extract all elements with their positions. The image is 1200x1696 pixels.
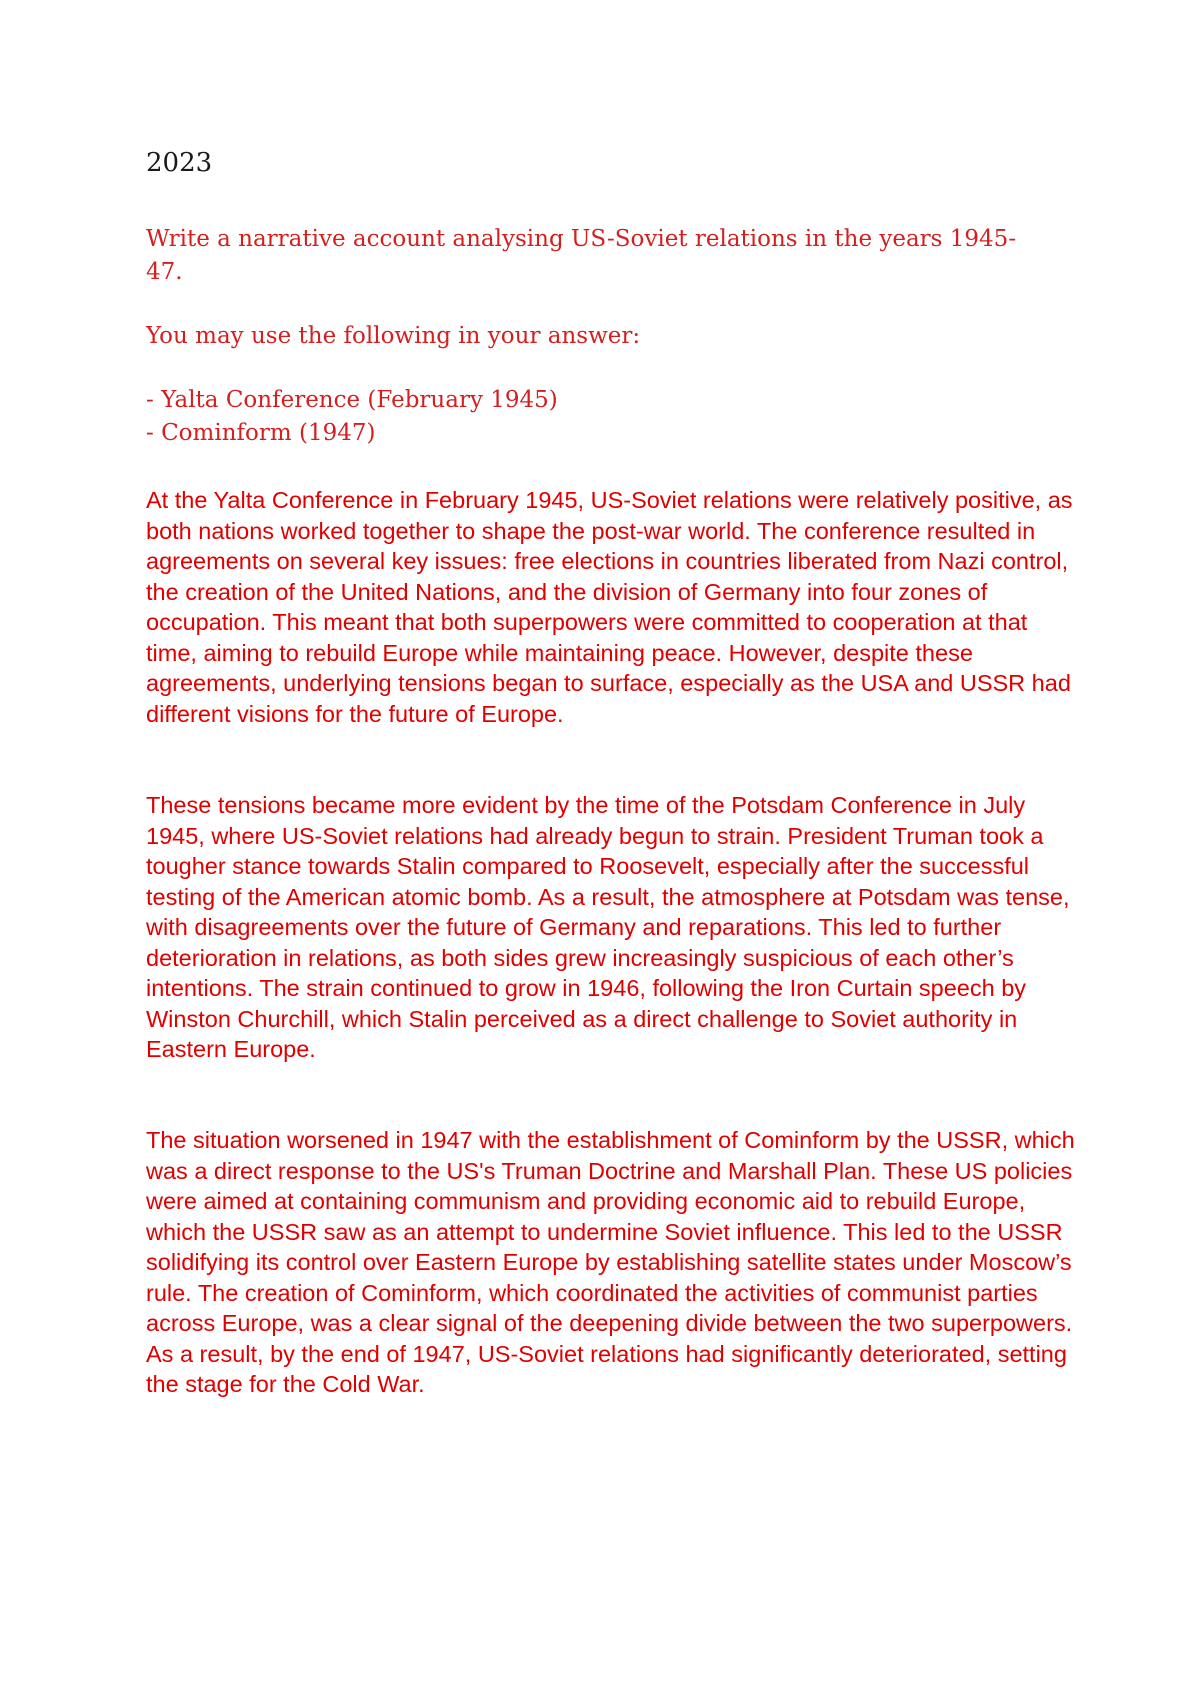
essay-paragraph-1: At the Yalta Conference in February 1945, US-Soviet relations were relatively positive, as both nations worked together to shape the post-war world. The conference resulted in agreements on several key issues: free elections in countries liberated from Nazi control, the creation of the United Nations, and the division of Germany into four zones of occupation. This meant that both superpowers were committed to cooperation at that time, aiming to rebuild Europe while maintaining peace. However, despite these agreements, underlying tensions began to surface, especially as the USA and USSR had different visions for the future of Europe.: [146, 487, 1073, 727]
exam-question: Write a narrative account analysing US-Soviet relations in the years 1945-47.: [146, 226, 1017, 285]
hint-intro: You may use the following in your answer:: [146, 323, 641, 349]
hint-list: [146, 384, 558, 450]
essay-paragraph-2: These tensions became more evident by the time of the Potsdam Conference in July 1945, where US-Soviet relations had already begun to strain. President Truman took a tougher stance towards Stalin compared to Roosevelt, especially after the successful testing of the American atomic bomb. As a result, the atmosphere at Potsdam was tense, with disagreements over the future of Germany and reparations. This led to further deterioration in relations, as both sides grew increasingly suspicious of each other’s intentions. The strain continued to grow in 1946, following the Iron Curtain speech by Winston Churchill, which Stalin perceived as a direct challenge to Soviet authority in Eastern Europe.: [146, 792, 1070, 1062]
essay-paragraph-3: The situation worsened in 1947 with the establishment of Cominform by the USSR, which was a direct response to the US's Truman Doctrine and Marshall Plan. These US policies were aimed at containing communism and providing economic aid to rebuild Europe, which the USSR saw as an attempt to undermine Soviet influence. This led to the USSR solidifying its control over Eastern Europe by establishing satellite states under Moscow’s rule. The creation of Cominform, which coordinated the activities of communist parties across Europe, was a clear signal of the deepening divide between the two superpowers. As a result, by the end of 1947, US-Soviet relations had significantly deteriorated, setting the stage for the Cold War.: [146, 1127, 1075, 1397]
hint-item-cominform: - Cominform (1947): [146, 420, 376, 446]
hint-item-yalta: - Yalta Conference (February 1945): [146, 387, 558, 413]
exam-year: 2023: [146, 148, 213, 178]
